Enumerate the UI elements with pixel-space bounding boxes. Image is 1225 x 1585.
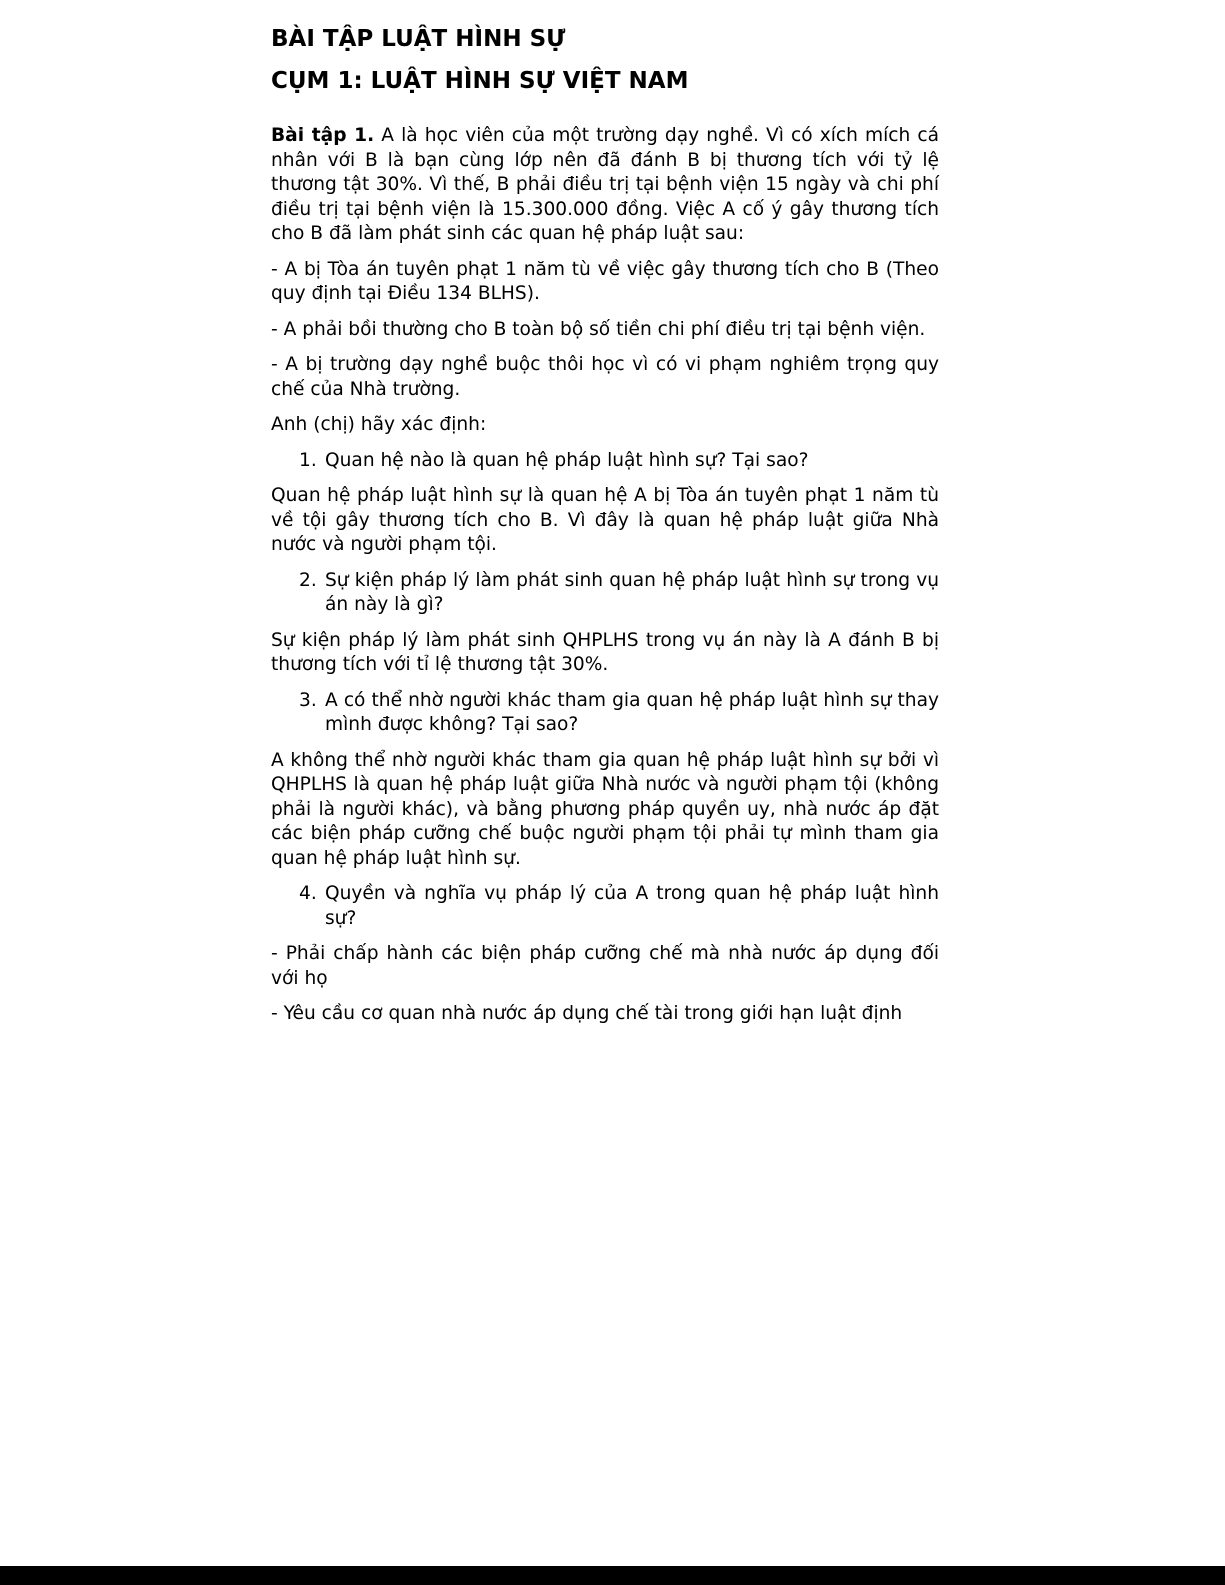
question-text: Sự kiện pháp lý làm phát sinh quan hệ pháp luật hình sự trong vụ án này là gì?: [325, 569, 939, 615]
relation-item: - A bị trường dạy nghề buộc thôi học vì có vi phạm nghiêm trọng quy chế của Nhà trường.: [271, 354, 939, 400]
question-number: 2.: [299, 569, 317, 591]
page-bottom-border: [0, 1566, 1225, 1585]
exercise-label: Bài tập 1.: [271, 125, 375, 146]
answer-text: Sự kiện pháp lý làm phát sinh QHPLHS trong vụ án này là A đánh B bị thương tích với tỉ lệ thương tật 30%.: [271, 629, 939, 675]
question-item: [271, 882, 939, 931]
answer-line: - Phải chấp hành các biện pháp cưỡng chế mà nhà nước áp dụng đối với họ: [271, 943, 939, 989]
question-item: [271, 689, 939, 738]
answer-text: A không thể nhờ người khác tham gia quan hệ pháp luật hình sự bởi vì QHPLHS là quan hệ pháp luật giữa Nhà nước và người phạm tội (không phải là người khác), và bằng phương pháp quyền uy, nhà nước áp đặt các biện pháp cưỡng chế buộc người phạm tội phải tự mình tham gia quan hệ pháp luật hình sự.: [271, 749, 939, 869]
section-title: CỤM 1: LUẬT HÌNH SỰ VIỆT NAM: [271, 68, 689, 94]
relation-item: - A bị Tòa án tuyên phạt 1 năm tù về việc gây thương tích cho B (Theo quy định tại Điều 134 BLHS).: [271, 258, 939, 304]
answer-line: - Yêu cầu cơ quan nhà nước áp dụng chế tài trong giới hạn luật định: [271, 1003, 903, 1024]
document-title: BÀI TẬP LUẬT HÌNH SỰ: [271, 26, 566, 52]
exercise-body: [271, 124, 939, 1027]
question-item: [271, 569, 939, 618]
question-number: 1.: [299, 449, 317, 471]
task-prompt: Anh (chị) hãy xác định:: [271, 414, 487, 435]
question-item: [271, 449, 939, 474]
question-number: 3.: [299, 689, 317, 711]
question-text: A có thể nhờ người khác tham gia quan hệ pháp luật hình sự thay mình được không? Tại sao?: [325, 689, 939, 735]
answer-text: Quan hệ pháp luật hình sự là quan hệ A bị Tòa án tuyên phạt 1 năm tù về tội gây thương tích cho B. Vì đây là quan hệ pháp luật giữa Nhà nước và người phạm tội.: [271, 485, 939, 555]
document-page: [271, 24, 939, 1038]
exercise-intro-text: A là học viên của một trường dạy nghề. Vì có xích mích cá nhân với B là bạn cùng lớp nên đã đánh B bị thương tích với tỷ lệ thương tật 30%. Vì thế, B phải điều trị tại bệnh viện 15 ngày và chi phí điều trị tại bệnh viện là 15.300.000 đồng. Việc A cố ý gây thương tích cho B đã làm phát sinh các quan hệ pháp luật sau:: [271, 125, 939, 244]
question-text: Quyền và nghĩa vụ pháp lý của A trong quan hệ pháp luật hình sự?: [325, 883, 939, 929]
relation-item: - A phải bồi thường cho B toàn bộ số tiền chi phí điều trị tại bệnh viện.: [271, 318, 926, 340]
exercise-intro: [271, 124, 939, 247]
question-number: 4.: [299, 883, 317, 904]
question-text: Quan hệ nào là quan hệ pháp luật hình sự? Tại sao?: [325, 449, 809, 471]
